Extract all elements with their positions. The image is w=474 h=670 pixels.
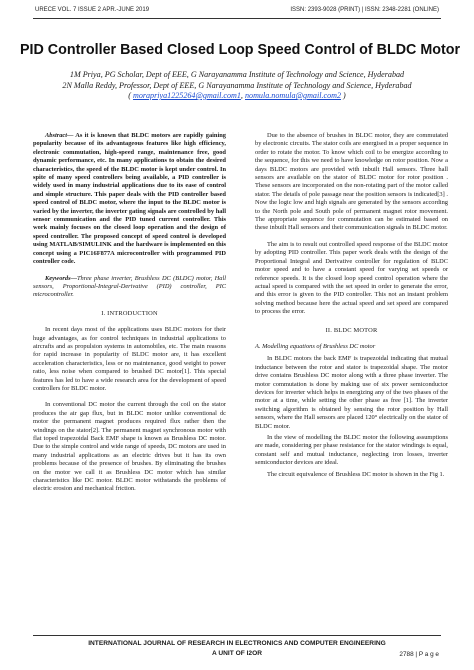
header-journal-issue: URECE VOL. 7 ISSUE 2 APR.-JUNE 2019: [35, 7, 150, 13]
body-paragraph-1: Due to the absence of brushes in BLDC motor, they are commutated by electronic circuits. The stator coils are energised in a proper sequence in order to rotate the motor. To know which coil to be energize according to the sequence, for this we need to have knowledge on rotor position. Now a days BLDC motors are provided with inbuilt Hall sensors. Three hall sensors are available on the stator of BLDC motor for rotor position . These sensors are incorporated on the non-rotating part of the motor called stator. The details of pole passage near the position sensors is indicated[3] . Now the logic low and high signals are generated by the sensors according to the North pole and South pole of permanent magnet rotor movement. The appropriate sequence for commutation can be estimated based on these inbuilt Hall sensors and their communication signals in BLDC motor.: [255, 132, 448, 232]
left-column: [33, 132, 226, 502]
keywords: [33, 275, 226, 300]
author-emails: [20, 91, 454, 100]
page-number: 2788 | P a g e: [399, 651, 439, 658]
email-paren-close: ): [343, 91, 346, 100]
footer-unit: A UNIT OF I2OR: [212, 650, 262, 657]
body-paragraph-5: The circuit equivalence of Brushless DC motor is shown in the Fig 1.: [267, 470, 445, 478]
footer-journal-name: INTERNATIONAL JOURNAL OF RESEARCH IN ELECTRONICS AND COMPUTER ENGINEERING: [88, 640, 386, 647]
abstract: [33, 132, 226, 267]
intro-paragraph-2: In conventional DC motor the current through the coil on the stator produces the air gap flux, but in BLDC motor unlike conventional dc motor the permanent magnet produces required flux rather then the windings on the stator[2]. The permanent magnet synchronous motor with flat toped trapezoidal Back EMF shape is known as Brushless DC motor. Due to the simple control and wide range of speeds, DC motors are used in many industrial applications as an electric drives but it has its own problems because of the presence of brushes. By eliminating the brushes on the motor we call it as Brushless DC motor which has similar characteristics like DC motor. BLDC motor withstands the problems of electric erosion and mechanical friction.: [33, 401, 226, 493]
email-link-2[interactable]: nomula.nomula@gmail.com2: [244, 91, 342, 100]
email-link-1[interactable]: morapriya1225264@gmail.com1: [132, 91, 241, 100]
section-heading-introduction: I. INTRODUCTION: [101, 309, 158, 317]
right-column: [255, 132, 448, 487]
header-issn: ISSN: 2393-9028 (PRINT) | ISSN: 2348-2281 (ONLINE): [290, 7, 439, 13]
section-heading-bldc-motor: II. BLDC MOTOR: [325, 326, 378, 334]
keywords-label: Keywords—: [45, 274, 77, 282]
body-paragraph-3: In BLDC motors the back EMF is trapezoidal indicating that mutual inductance between the rotor and stator is trapezoidal shape. The motor drive contains Brushless DC motor along with a three phase inverter. The motor commutation is done by making use of six power semiconductor devices for inverter which helps in energizing any of the two phases of the motor at a time, while setting the other phase as free [1]. The inverter switching algorithm is obtained by sensing the rotor position by Hall sensors, where the Hall sensors are placed 120° electrically on the stator of BLDC motor.: [255, 355, 448, 430]
abstract-label: Abstract—: [45, 132, 74, 139]
author-line-2: 2N Malla Reddy, Professor, Dept of EEE, G Narayanamma Institute of Technology and Science, Hyderabad: [62, 81, 412, 90]
keywords-text: Three phase inverter, Brushless DC (BLDC) motor, Hall sensors, Proportional-Integral-Derivative (PID) controller, PIC microcontroller.: [33, 274, 226, 299]
email-separator: ,: [240, 91, 243, 100]
subsection-heading-modelling: A. Modelling equations of Brushless DC motor: [255, 342, 376, 350]
email-paren-open: (: [128, 91, 131, 100]
body-paragraph-2: The aim is to result out controlled speed response of the BLDC motor by adopting PID controller. This paper work deals with the design of the Proportional Integral and Derivative controller for regulation of BLDC motor speed and to have a constant speed for varying set speeds or reference speeds. It is the closed loop speed control operation where the actual speed is compared with the set speed in order to generate the error, and this error is given to the PID controller. This not an instant problem solving method because here the actual speed and set speed are compared to process the error.: [255, 240, 448, 316]
author-line-1: 1M Priya, PG Scholar, Dept of EEE, G Narayanamma Institute of Technology and Science, Hyderabad: [69, 70, 405, 79]
body-paragraph-4: In the view of modelling the BLDC motor the following assumptions are made, considering per phase resistance for the stator windings is equal, constant self and mutual inductance, neglecting iron losses, inverter semiconductor devices are ideal.: [255, 434, 448, 467]
running-header: [33, 5, 441, 17]
intro-paragraph-1: In recent days most of the applications uses BLDC motors for their huge advantages, as for control techniques in industrial applications to aircrafts and as propulsion systems in automobiles, etc. The main reasons for rapid increase in popularity of BLDC motor are, it has excellent acceleration characteristics, less or no maintenance, good weight to power ratio, less noise when compared to brushed DC motor[1]. This special features has led to have a wide research area for the development of speed controllers for BLDC motor.: [33, 326, 226, 392]
footer-rule: [33, 635, 441, 636]
abstract-text: As it is known that BLDC motors are rapidly gaining popularity because of its advantageous features like high efficiency, electronic commutation, high-speed range, maintenance free, good dynamic performance, etc. In many applications to obtain the desired characteristics, the speed of the BLDC motor is kept under control. In spite of many speed controllers being available, a PID controller is widely used in many industrial applications due to its ease of control and simple structure. This paper deals with the PID controller based speed control of BLDC motor, where the input to the BLDC motor is varied by the inverter, the inverter gating signals are controlled by hall sensor communication and the PID tuned current controller. This work mainly focuses on the closed loop operation and the design of speed controller. The proposed concept of speed control is developed using MATLAB/SIMULINK and the hardware is implemented on this concept using a PIC16F877A microcontroller with programmed PID controller code.: [33, 132, 226, 266]
header-rule: [33, 18, 441, 19]
paper-title: PID Controller Based Closed Loop Speed Control of BLDC Motor: [20, 42, 461, 58]
